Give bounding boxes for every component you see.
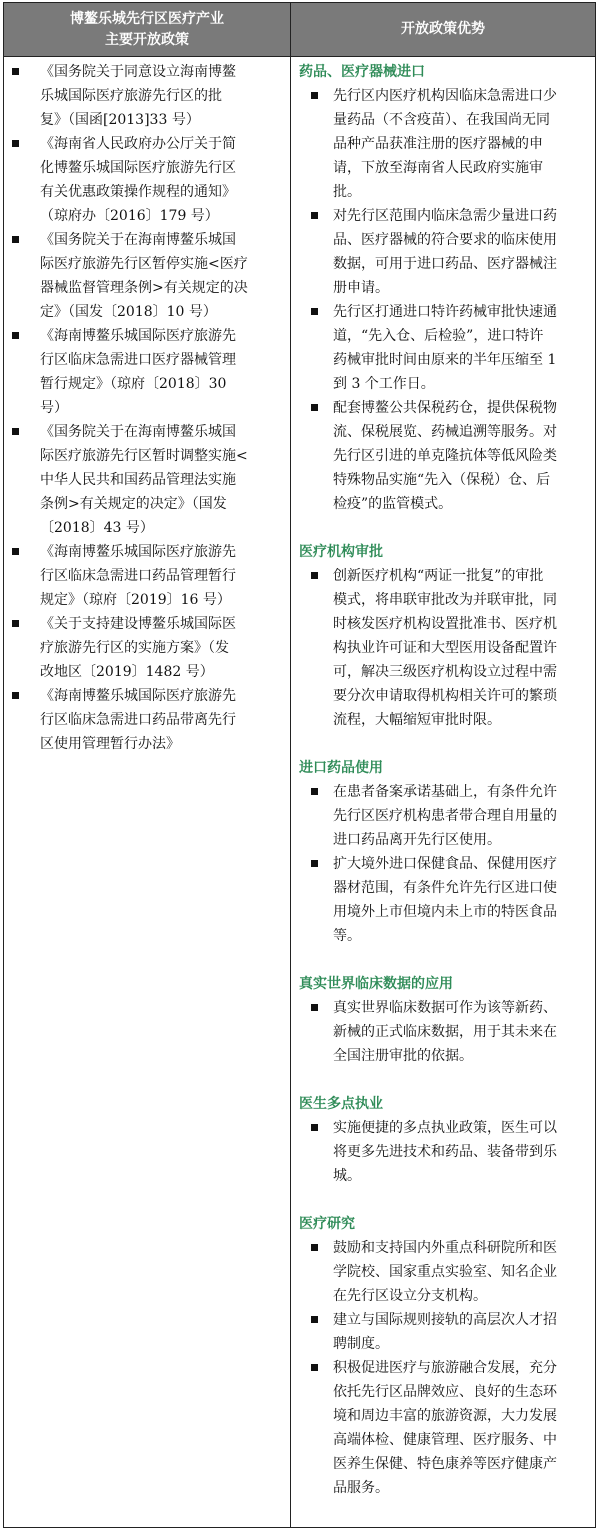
list-item bbox=[10, 228, 284, 324]
list-item-line: 区使用管理暂行办法》 bbox=[40, 736, 180, 752]
list-item-line: 依托先行区品牌效应、良好的生态环 bbox=[333, 1384, 557, 1400]
list-item bbox=[299, 1308, 589, 1356]
list-item-line: 鼓励和支持国内外重点科研院所和医 bbox=[333, 1240, 557, 1256]
list-item-line: 《海南博鳌乐城国际医疗旅游先 bbox=[40, 328, 236, 344]
bullet-square-icon bbox=[12, 692, 19, 699]
bullet-square-icon bbox=[311, 1004, 318, 1011]
list-item-line: 先行区打通进口特许药械审批快速通 bbox=[333, 304, 557, 320]
list-item-line: 将更多先进技术和药品、装备带到乐 bbox=[333, 1144, 557, 1160]
list-item bbox=[299, 780, 589, 852]
section-title: 真实世界临床数据的应用 bbox=[299, 976, 453, 992]
list-item-line: 量药品（不含疫苗）、在我国尚无同 bbox=[333, 112, 550, 128]
list-item-line: 《国务院关于在海南博鳌乐城国 bbox=[40, 232, 236, 248]
list-item-line: 行区临床急需进口药品管理暂行 bbox=[40, 568, 236, 584]
policy-table bbox=[3, 2, 596, 1528]
list-item-line: 《国务院关于同意设立海南博鳌 bbox=[40, 64, 236, 80]
policy-section bbox=[299, 60, 589, 516]
section-title: 医生多点执业 bbox=[299, 1096, 383, 1112]
list-item bbox=[299, 300, 589, 396]
list-item-line: （琼府办〔2016〕179 号） bbox=[40, 208, 219, 224]
list-item bbox=[299, 852, 589, 948]
list-item bbox=[299, 396, 589, 516]
list-item-line: 构执业许可证和大型医用设备配置许 bbox=[333, 640, 557, 656]
bullet-square-icon bbox=[12, 428, 19, 435]
list-item-line: 乐城国际医疗旅游先行区的批 bbox=[40, 88, 222, 104]
bullet-square-icon bbox=[311, 788, 318, 795]
list-item-line: 改地区〔2019〕1482 号） bbox=[40, 664, 214, 680]
header-left-line1: 博鳌乐城先行区医疗产业 bbox=[70, 10, 224, 27]
list-item-line: 医养生保健、特色康养等医疗健康产 bbox=[333, 1456, 557, 1472]
list-item bbox=[299, 1116, 589, 1188]
list-item bbox=[299, 1236, 589, 1308]
list-item-line: 定》（国发〔2018〕10 号） bbox=[40, 304, 217, 320]
bullet-square-icon bbox=[12, 140, 19, 147]
list-item-line: 到 3 个工作日。 bbox=[333, 376, 435, 392]
list-item-line: 全国注册审批的依据。 bbox=[333, 1048, 473, 1064]
list-item bbox=[10, 540, 284, 612]
list-item-line: 请，下放至海南省人民政府实施审 bbox=[333, 160, 543, 176]
list-item-line: 模式，将串联审批改为并联审批，同 bbox=[333, 592, 557, 608]
list-item-line: 创新医疗机构“两证一批复”的审批 bbox=[333, 568, 544, 584]
list-item-line: 际医疗旅游先行区暂停实施<医疗 bbox=[40, 256, 248, 272]
policy-section bbox=[299, 1212, 589, 1500]
list-item bbox=[10, 684, 284, 756]
bullet-square-icon bbox=[12, 620, 19, 627]
list-item bbox=[10, 132, 284, 228]
list-item-line: 行区临床急需进口药品带离先行 bbox=[40, 712, 236, 728]
list-item-line: 流、保税展览、药械追溯等服务。对 bbox=[333, 424, 557, 440]
policy-section bbox=[299, 756, 589, 948]
list-item-line: 检疫”的监管模式。 bbox=[333, 496, 453, 512]
list-item-line: 进口药品离开先行区使用。 bbox=[333, 832, 501, 848]
list-item-line: 高端体检、健康管理、医疗服务、中 bbox=[333, 1432, 557, 1448]
list-item bbox=[299, 204, 589, 300]
bullet-square-icon bbox=[311, 212, 318, 219]
list-item-line: 境和周边丰富的旅游资源，大力发展 bbox=[333, 1408, 557, 1424]
list-item-line: 暂行规定》（琼府〔2018〕30 bbox=[40, 376, 227, 392]
bullet-square-icon bbox=[311, 860, 318, 867]
list-item-line: 规定》（琼府〔2019〕16 号） bbox=[40, 592, 231, 608]
list-item-line: 《关于支持建设博鳌乐城国际医 bbox=[40, 616, 236, 632]
list-item bbox=[10, 612, 284, 684]
list-item-line: 积极促进医疗与旅游融合发展，充分 bbox=[333, 1360, 557, 1376]
list-item-line: 药械审批时间由原来的半年压缩至 1 bbox=[333, 352, 557, 368]
list-item-line: 先行区内医疗机构因临床急需进口少 bbox=[333, 88, 557, 104]
list-item-line: 《海南博鳌乐城国际医疗旅游先 bbox=[40, 544, 236, 560]
list-item-line: 中华人民共和国药品管理法实施 bbox=[40, 472, 236, 488]
bullet-square-icon bbox=[311, 308, 318, 315]
list-item-line: 新械的正式临床数据，用于其未来在 bbox=[333, 1024, 557, 1040]
list-item-line: 号） bbox=[40, 400, 68, 416]
list-item-line: 《国务院关于在海南博鳌乐城国 bbox=[40, 424, 236, 440]
bullet-square-icon bbox=[311, 92, 318, 99]
list-item-line: 真实世界临床数据可作为该等新药、 bbox=[333, 1000, 557, 1016]
bullet-square-icon bbox=[311, 572, 318, 579]
list-item-line: 器材范围，有条件允许先行区进口使 bbox=[333, 880, 557, 896]
policy-section bbox=[299, 972, 589, 1068]
list-item-line: 批。 bbox=[333, 184, 361, 200]
list-item-line: 特殊物品实施“先入（保税）仓、后 bbox=[333, 472, 551, 488]
bullet-square-icon bbox=[12, 68, 19, 75]
policies-column bbox=[4, 57, 291, 1527]
list-item-line: 先行区医疗机构患者带合理自用量的 bbox=[333, 808, 557, 824]
list-item-line: 道，“先入仓、后检验”，进口特许 bbox=[333, 328, 544, 344]
list-item-line: 先行区引进的单克隆抗体等低风险类 bbox=[333, 448, 557, 464]
list-item bbox=[299, 996, 589, 1068]
list-item-line: 疗旅游先行区的实施方案》（发 bbox=[40, 640, 229, 656]
list-item-line: 〔2018〕43 号） bbox=[40, 520, 154, 536]
list-item-line: 品种产品获准注册的医疗器械的申 bbox=[333, 136, 543, 152]
policy-section bbox=[299, 1092, 589, 1188]
list-item-line: 册申请。 bbox=[333, 280, 389, 296]
list-item-line: 可，解决三级医疗机构设立过程中需 bbox=[333, 664, 557, 680]
list-item-line: 行区临床急需进口医疗器械管理 bbox=[40, 352, 236, 368]
section-title: 进口药品使用 bbox=[299, 760, 383, 776]
list-item-line: 《海南省人民政府办公厅关于简 bbox=[40, 136, 236, 152]
list-item-line: 器械监督管理条例>有关规定的决 bbox=[40, 280, 248, 296]
list-item-line: 在先行区设立分支机构。 bbox=[333, 1288, 487, 1304]
list-item-line: 对先行区范围内临床急需少量进口药 bbox=[333, 208, 557, 224]
bullet-square-icon bbox=[311, 1124, 318, 1131]
list-item-line: 在患者备案承诺基础上，有条件允许 bbox=[333, 784, 557, 800]
bullet-square-icon bbox=[12, 332, 19, 339]
policy-section bbox=[299, 540, 589, 732]
list-item-line: 际医疗旅游先行区暂时调整实施< bbox=[40, 448, 248, 464]
list-item-line: 《海南博鳌乐城国际医疗旅游先 bbox=[40, 688, 236, 704]
list-item-line: 实施便捷的多点执业政策，医生可以 bbox=[333, 1120, 557, 1136]
section-title: 医疗研究 bbox=[299, 1216, 355, 1232]
list-item-line: 城。 bbox=[333, 1168, 361, 1184]
list-item bbox=[10, 420, 284, 540]
bullet-square-icon bbox=[311, 1364, 318, 1371]
list-item-line: 时核发医疗机构设置批准书、医疗机 bbox=[333, 616, 557, 632]
list-item-line: 品、医疗器械的符合要求的临床使用 bbox=[333, 232, 557, 248]
list-item bbox=[299, 564, 589, 732]
list-item-line: 要分次申请取得机构相关许可的繁琐 bbox=[333, 688, 557, 704]
list-item-line: 品服务。 bbox=[333, 1480, 389, 1496]
list-item-line: 等。 bbox=[333, 928, 361, 944]
list-item-line: 条例>有关规定的决定》（国发 bbox=[40, 496, 227, 512]
advantages-column bbox=[291, 57, 595, 1527]
header-left-line2: 主要开放政策 bbox=[105, 31, 189, 48]
list-item-line: 化博鳌乐城国际医疗旅游先行区 bbox=[40, 160, 236, 176]
bullet-square-icon bbox=[311, 1316, 318, 1323]
bullet-square-icon bbox=[311, 404, 318, 411]
list-item-line: 学院校、国家重点实验室、知名企业 bbox=[333, 1264, 557, 1280]
list-item-line: 数据，可用于进口药品、医疗器械注 bbox=[333, 256, 557, 272]
section-title: 药品、医疗器械进口 bbox=[299, 64, 425, 80]
section-title: 医疗机构审批 bbox=[299, 544, 383, 560]
list-item-line: 配套博鳌公共保税药仓，提供保税物 bbox=[333, 400, 557, 416]
list-item-line: 复》（国函[2013]33 号） bbox=[40, 112, 200, 128]
list-item-line: 建立与国际规则接轨的高层次人才招 bbox=[333, 1312, 557, 1328]
list-item-line: 扩大境外进口保健食品、保健用医疗 bbox=[333, 856, 557, 872]
list-item-line: 流程，大幅缩短审批时限。 bbox=[333, 712, 501, 728]
list-item-line: 用境外上市但境内未上市的特医食品 bbox=[333, 904, 557, 920]
list-item-line: 聘制度。 bbox=[333, 1336, 389, 1352]
list-item bbox=[10, 324, 284, 420]
header-advantages: 开放政策优势 bbox=[291, 3, 595, 57]
header-policies bbox=[4, 3, 291, 57]
bullet-square-icon bbox=[12, 236, 19, 243]
list-item-line: 有关优惠政策操作规程的通知》 bbox=[40, 184, 236, 200]
list-item bbox=[299, 1356, 589, 1500]
bullet-square-icon bbox=[311, 1244, 318, 1251]
list-item bbox=[299, 84, 589, 204]
bullet-square-icon bbox=[12, 548, 19, 555]
list-item bbox=[10, 60, 284, 132]
